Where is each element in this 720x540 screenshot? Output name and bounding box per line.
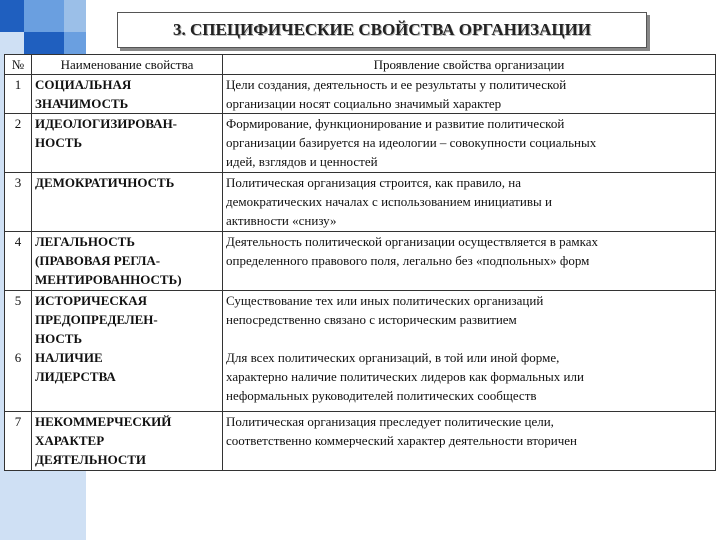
- row-num-spacer: [7, 310, 29, 329]
- row-num-spacer: [7, 329, 29, 348]
- property-description-line: Цели создания, деятельность и ее результаты у политической: [226, 77, 567, 92]
- property-description-line: демократических началах с использованием инициативы и: [226, 194, 552, 209]
- table-row: [5, 412, 716, 471]
- row-num: 4: [5, 232, 32, 291]
- row-num: 2: [5, 114, 32, 173]
- property-name-line: МЕНТИРОВАННОСТЬ): [35, 272, 182, 287]
- table-row: [5, 114, 716, 173]
- header-num: №: [5, 55, 32, 75]
- slide-title-box: [117, 12, 647, 48]
- property-description: [223, 75, 716, 114]
- row-num: 6: [14, 350, 22, 365]
- table-row: [5, 173, 716, 232]
- decorative-block: [64, 0, 86, 32]
- property-description-line: Формирование, функционирование и развитие политической: [226, 116, 565, 131]
- property-name-line: ЛИДЕРСТВА: [35, 369, 116, 384]
- property-name: [32, 173, 223, 232]
- property-name-line: НЕКОММЕРЧЕСКИЙ: [35, 414, 172, 429]
- property-description-line: непосредственно связано с историческим развитием: [226, 312, 517, 327]
- property-description-line: характерно наличие политических лидеров как формальных или: [226, 369, 584, 384]
- property-name: [32, 75, 223, 114]
- property-name-line: НОСТЬ: [35, 331, 83, 346]
- properties-table: [4, 54, 716, 471]
- property-name: [32, 114, 223, 173]
- property-name-line: ДЕЯТЕЛЬНОСТИ: [35, 452, 147, 467]
- property-description-line: Деятельность политической организации осуществляется в рамках: [226, 234, 599, 249]
- row-num: 1: [5, 75, 32, 114]
- property-name: [32, 291, 223, 412]
- property-description-line: организации носят социально значимый характер: [226, 96, 502, 111]
- header-name: Наименование свойства: [32, 55, 223, 75]
- property-description-line: Для всех политических организаций, в той или иной форме,: [226, 350, 560, 365]
- row-num-group: [5, 291, 32, 412]
- property-description-line: организации базируется на идеологии – совокупности социальных: [226, 135, 597, 150]
- property-name-line: НОСТЬ: [35, 135, 83, 150]
- property-name-line: ЛЕГАЛЬНОСТЬ: [35, 234, 135, 249]
- row-num: 7: [5, 412, 32, 471]
- property-name-line: ПРЕДОПРЕДЕЛЕН-: [35, 312, 158, 327]
- property-description-line: неформальных руководителей политических сообществ: [226, 388, 537, 403]
- property-description: [223, 291, 716, 412]
- table-row: [5, 291, 716, 412]
- property-name: [32, 412, 223, 471]
- table-row: [5, 232, 716, 291]
- property-description-line: определенного правового поля, легально без «подпольных» форм: [226, 253, 590, 268]
- property-name-line: ДЕМОКРАТИЧНОСТЬ: [35, 175, 175, 190]
- property-name-line: ХАРАКТЕР: [35, 433, 105, 448]
- table-header-row: [5, 55, 716, 75]
- table-row: [5, 75, 716, 114]
- row-num: 3: [5, 173, 32, 232]
- decorative-block: [64, 32, 86, 54]
- property-description-line: активности «снизу»: [226, 213, 337, 228]
- property-name-line: ЗНАЧИМОСТЬ: [35, 96, 129, 111]
- property-description: [223, 412, 716, 471]
- property-name-line: (ПРАВОВАЯ РЕГЛА-: [35, 253, 161, 268]
- property-name-line: НАЛИЧИЕ: [35, 350, 103, 365]
- property-description-line: идей, взглядов и ценностей: [226, 154, 378, 169]
- property-description-line: Политическая организация преследует политические цели,: [226, 414, 554, 429]
- property-description: [223, 173, 716, 232]
- property-description-line: Политическая организация строится, как правило, на: [226, 175, 522, 190]
- decorative-block: [24, 32, 64, 54]
- slide-title: 3. СПЕЦИФИЧЕСКИЕ СВОЙСТВА ОРГАНИЗАЦИИ: [172, 20, 592, 39]
- property-description-line: Существование тех или иных политических организаций: [226, 293, 544, 308]
- decorative-block: [0, 0, 24, 32]
- property-name-line: СОЦИАЛЬНАЯ: [35, 77, 132, 92]
- header-desc: Проявление свойства организации: [223, 55, 716, 75]
- row-num: 5: [14, 293, 22, 308]
- property-description: [223, 232, 716, 291]
- property-name-line: ИДЕОЛОГИЗИРОВАН-: [35, 116, 178, 131]
- decorative-block: [24, 0, 64, 32]
- property-description-line: соответственно коммерческий характер деятельности вторичен: [226, 433, 578, 448]
- property-name: [32, 232, 223, 291]
- row-desc-spacer: [226, 329, 712, 348]
- property-description: [223, 114, 716, 173]
- property-name-line: ИСТОРИЧЕСКАЯ: [35, 293, 147, 308]
